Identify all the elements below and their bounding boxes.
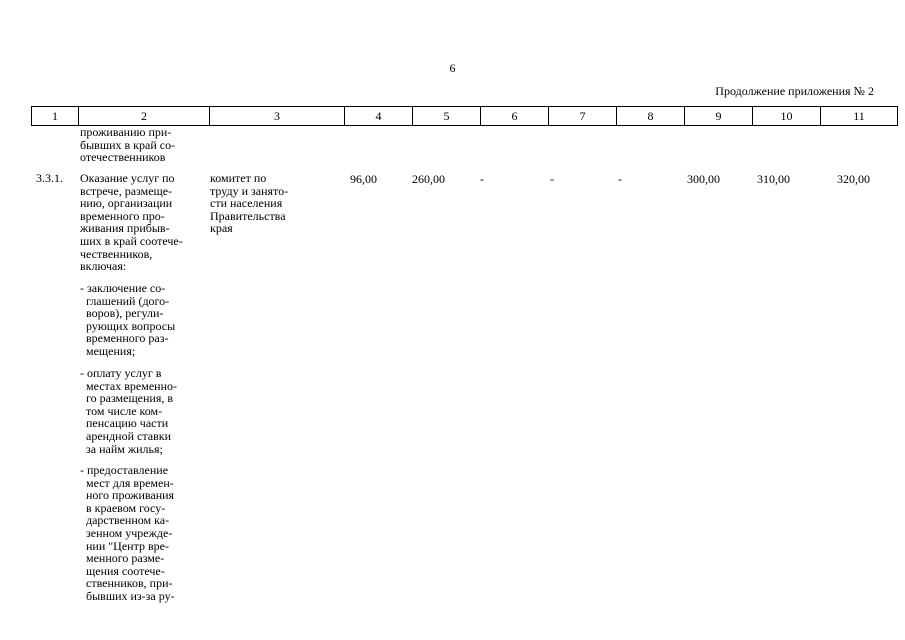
value-col6: -	[480, 172, 484, 186]
page-number: 6	[449, 61, 456, 75]
carry-over-text: проживанию при- бывших в край со- отечественников	[80, 125, 176, 165]
list-item: - оплату услуг в местах временно- го размещения, в том числе ком- пенсацию части арендной ставки за найм жилья;	[80, 366, 178, 456]
column-header: 6	[481, 107, 549, 126]
row-description: Оказание услуг по встрече, размеще- нию, организации временного про- живания прибыв- ших в край соотече- чественников, включая:	[80, 171, 183, 274]
column-header: 4	[345, 107, 413, 126]
list-item: - предоставление мест для времен- ного проживания в краевом госу- дарственном ка- зенном учрежде- нии "Центр вре- менного разме- щения соотече- ственников, при- бывших из-за ру-	[80, 463, 175, 603]
column-header: 11	[821, 107, 898, 126]
value-col10: 310,00	[757, 172, 790, 186]
column-header-table	[31, 106, 898, 126]
column-header: 10	[753, 107, 821, 126]
value-col8: -	[618, 172, 622, 186]
column-header: 9	[685, 107, 753, 126]
value-col11: 320,00	[837, 172, 870, 186]
list-item: - заключение со- глашений (дого- воров), регули- рующих вопросы временного раз- мещения;	[80, 281, 176, 358]
continuation-label: Продолжение приложения № 2	[715, 84, 874, 98]
column-header: 2	[79, 107, 210, 126]
column-header: 5	[413, 107, 481, 126]
value-col4: 96,00	[350, 172, 377, 186]
row-code: 3.3.1.	[36, 171, 63, 185]
value-col7: -	[550, 172, 554, 186]
row-executor: комитет по труду и занято- сти населения Правительства края	[210, 171, 289, 236]
column-header: 1	[32, 107, 79, 126]
column-header: 7	[549, 107, 617, 126]
value-col5: 260,00	[412, 172, 445, 186]
column-header: 3	[210, 107, 345, 126]
column-header: 8	[617, 107, 685, 126]
value-col9: 300,00	[687, 172, 720, 186]
